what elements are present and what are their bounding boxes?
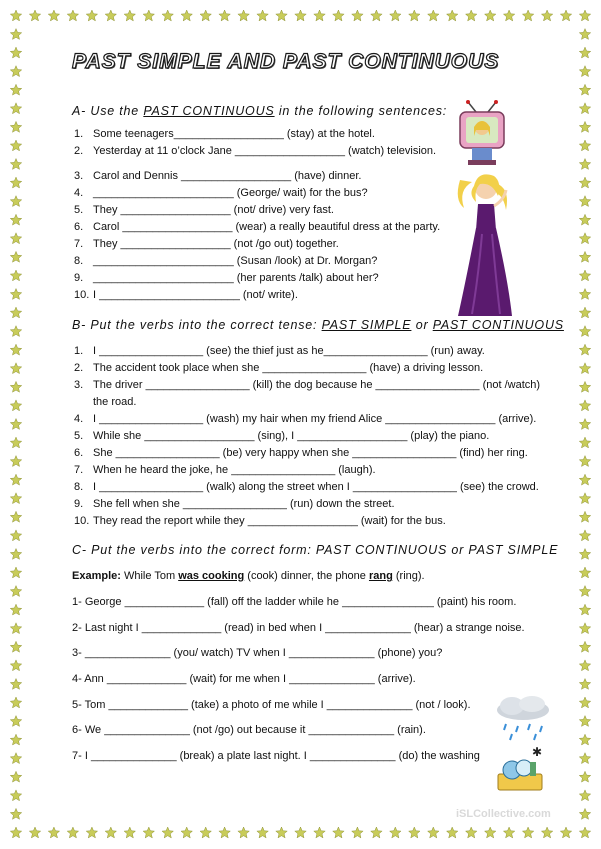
- border-star: [579, 586, 590, 597]
- border-star: [10, 196, 21, 207]
- border-star: [10, 604, 21, 615]
- b-item-10[interactable]: 10. They read the report while they __________________ (wait) for the bus.: [74, 515, 446, 527]
- b-item-8[interactable]: 8. I _________________ (walk) along the street when I _________________ (see) the crowd.: [74, 481, 539, 493]
- border-star: [333, 10, 344, 21]
- border-star: [579, 660, 590, 671]
- border-star: [10, 233, 21, 244]
- c-item-3[interactable]: 3- ______________ (you/ watch) TV when I ______________ (phone) you?: [72, 647, 443, 659]
- border-star: [219, 10, 230, 21]
- border-star: [10, 511, 21, 522]
- example-post: (ring).: [392, 570, 425, 582]
- border-star: [143, 10, 154, 21]
- section-a-heading: [72, 104, 447, 118]
- border-star: [10, 660, 21, 671]
- section-a-underlined: PAST CONTINUOUS: [143, 104, 275, 118]
- dish-washing-illustration: [492, 744, 548, 794]
- section-a-suffix: in the following sentences:: [274, 104, 448, 118]
- border-star: [10, 549, 21, 560]
- c-item-5[interactable]: 5- Tom _____________ (take) a photo of me while I ______________ (not / look).: [72, 699, 471, 711]
- border-star: [579, 511, 590, 522]
- border-star: [579, 753, 590, 764]
- border-star: [181, 827, 192, 838]
- border-star: [579, 326, 590, 337]
- border-star: [10, 734, 21, 745]
- border-star: [143, 827, 154, 838]
- section-b-u1: PAST SIMPLE: [321, 318, 412, 332]
- border-star: [579, 84, 590, 95]
- border-star: [10, 474, 21, 485]
- border-star: [579, 493, 590, 504]
- border-star: [579, 734, 590, 745]
- border-star: [579, 567, 590, 578]
- border-star: [579, 641, 590, 652]
- c-item-2[interactable]: 2- Last night I _____________ (read) in bed when I ______________ (hear) a strange noise.: [72, 622, 525, 634]
- a-item-4[interactable]: 4. _______________________ (George/ wait) for the bus?: [74, 187, 368, 199]
- a-item-9[interactable]: 9. _______________________ (her parents /talk) about her?: [74, 272, 379, 284]
- border-star: [238, 827, 249, 838]
- border-star: [124, 827, 135, 838]
- border-star: [579, 549, 590, 560]
- border-star: [579, 233, 590, 244]
- border-star: [579, 270, 590, 281]
- b-item-3[interactable]: 3. The driver _________________ (kill) the dog because he _________________ (not /watch): [74, 379, 541, 391]
- border-star: [371, 827, 382, 838]
- border-star: [579, 196, 590, 207]
- border-star: [579, 771, 590, 782]
- border-star: [10, 567, 21, 578]
- border-star: [579, 530, 590, 541]
- border-star: [541, 10, 552, 21]
- border-star: [579, 419, 590, 430]
- border-star: [86, 827, 97, 838]
- border-star: [522, 10, 533, 21]
- example-answer-2: rang: [368, 570, 393, 582]
- a-item-5[interactable]: 5. They __________________ (not/ drive) very fast.: [74, 204, 334, 216]
- c-item-1[interactable]: 1- George _____________ (fall) off the ladder while he _______________ (paint) his room.: [72, 596, 517, 608]
- border-star: [10, 493, 21, 504]
- a-item-7[interactable]: 7. They __________________ (not /go out) together.: [74, 238, 339, 250]
- border-star: [579, 716, 590, 727]
- watermark: iSLCollective.com: [456, 808, 551, 820]
- b-item-2[interactable]: 2. The accident took place when she _________________ (have) a driving lesson.: [74, 362, 484, 374]
- dress-girl-illustration: [452, 170, 516, 320]
- b-item-4[interactable]: 4. I _________________ (wash) my hair when my friend Alice __________________ (arrive).: [74, 413, 537, 425]
- border-star: [86, 10, 97, 21]
- border-star: [390, 10, 401, 21]
- border-star: [390, 827, 401, 838]
- border-star: [579, 140, 590, 151]
- border-star: [314, 10, 325, 21]
- section-a-prefix: A- Use the: [72, 104, 144, 118]
- border-star: [10, 623, 21, 634]
- border-star: [10, 790, 21, 801]
- c-item-7[interactable]: 7- I ______________ (break) a plate last night. I ______________ (do) the washing: [72, 750, 480, 762]
- border-star: [10, 84, 21, 95]
- b-item-7[interactable]: 7. When he heard the joke, he _________________ (laugh).: [74, 464, 376, 476]
- border-star: [579, 344, 590, 355]
- border-star: [466, 10, 477, 21]
- a-item-8[interactable]: 8. _______________________ (Susan /look) at Dr. Morgan?: [74, 255, 378, 267]
- example-answer-1: was cooking: [178, 570, 245, 582]
- border-star: [579, 381, 590, 392]
- border-star: [10, 29, 21, 40]
- border-star: [10, 344, 21, 355]
- border-star: [579, 289, 590, 300]
- border-star: [10, 697, 21, 708]
- border-star: [10, 289, 21, 300]
- border-star: [579, 307, 590, 318]
- border-star: [503, 827, 514, 838]
- b-item-9[interactable]: 9. She fell when she _________________ (run) down the street.: [74, 498, 395, 510]
- border-star: [10, 771, 21, 782]
- worksheet: [44, 30, 564, 820]
- section-b-mid: or: [411, 318, 433, 332]
- border-star: [447, 10, 458, 21]
- border-star: [276, 827, 287, 838]
- border-star: [10, 103, 21, 114]
- border-star: [10, 827, 21, 838]
- tv-girl-illustration: [454, 100, 514, 166]
- c-item-4[interactable]: 4- Ann _____________ (wait) for me when I ______________ (arrive).: [72, 673, 416, 685]
- border-star: [579, 363, 590, 374]
- border-star: [10, 400, 21, 411]
- example-mid: (cook) dinner, the phone: [244, 570, 369, 582]
- border-star: [10, 214, 21, 225]
- b-item-3-continuation: the road.: [93, 396, 137, 408]
- border-star: [579, 159, 590, 170]
- border-star: [579, 121, 590, 132]
- border-star: [503, 10, 514, 21]
- border-star: [219, 827, 230, 838]
- border-star: [67, 10, 78, 21]
- border-star: [10, 326, 21, 337]
- border-star: [295, 10, 306, 21]
- border-star: [579, 177, 590, 188]
- border-star: [522, 827, 533, 838]
- border-star: [428, 10, 439, 21]
- border-star: [124, 10, 135, 21]
- border-star: [541, 827, 552, 838]
- border-star: [10, 641, 21, 652]
- border-star: [10, 270, 21, 281]
- border-star: [10, 159, 21, 170]
- a-item-10[interactable]: 10. I _______________________ (not/ write).: [74, 289, 298, 301]
- border-star: [10, 10, 21, 21]
- border-star: [67, 827, 78, 838]
- border-star: [579, 47, 590, 58]
- border-star: [314, 827, 325, 838]
- border-star: [579, 623, 590, 634]
- c-item-6[interactable]: 6- We ______________ (not /go) out because it ______________ (rain).: [72, 724, 426, 736]
- border-star: [295, 827, 306, 838]
- border-star: [333, 827, 344, 838]
- border-star: [10, 419, 21, 430]
- border-star: [10, 121, 21, 132]
- border-star: [579, 10, 590, 21]
- border-star: [579, 827, 590, 838]
- a-item-3[interactable]: 3. Carol and Dennis __________________ (have) dinner.: [74, 170, 362, 182]
- border-star: [10, 456, 21, 467]
- a-item-6[interactable]: 6. Carol __________________ (wear) a really beautiful dress at the party.: [74, 221, 441, 233]
- section-b-heading: [72, 318, 564, 332]
- border-star: [579, 29, 590, 40]
- border-star: [238, 10, 249, 21]
- border-star: [409, 10, 420, 21]
- a-item-2[interactable]: 2. Yesterday at 11 o’clock Jane __________________ (watch) television.: [74, 145, 437, 157]
- border-star: [10, 808, 21, 819]
- example-sentence: [72, 570, 425, 582]
- border-star: [579, 66, 590, 77]
- border-star: [579, 474, 590, 485]
- border-star: [10, 177, 21, 188]
- border-star: [48, 10, 59, 21]
- border-star: [200, 10, 211, 21]
- border-star: [10, 363, 21, 374]
- border-star: [10, 251, 21, 262]
- b-item-5[interactable]: 5. While she __________________ (sing), I __________________ (play) the piano.: [74, 430, 490, 442]
- border-star: [10, 381, 21, 392]
- border-star: [10, 66, 21, 77]
- section-b-u2: PAST CONTINUOUS: [432, 318, 564, 332]
- border-star: [162, 827, 173, 838]
- border-star: [10, 753, 21, 764]
- border-star: [466, 827, 477, 838]
- border-star: [10, 47, 21, 58]
- rain-cloud-illustration: [492, 696, 554, 742]
- border-star: [105, 10, 116, 21]
- page-title: PAST SIMPLE AND PAST CONTINUOUS: [72, 50, 500, 73]
- border-star: [10, 437, 21, 448]
- border-star: [48, 827, 59, 838]
- border-star: [105, 827, 116, 838]
- border-star: [10, 679, 21, 690]
- border-star: [409, 827, 420, 838]
- example-pre: While Tom: [120, 570, 179, 582]
- b-item-1[interactable]: 1. I _________________ (see) the thief just as he_________________ (run) away.: [74, 345, 485, 357]
- border-star: [579, 251, 590, 262]
- border-star: [579, 697, 590, 708]
- example-label: Example:: [72, 570, 121, 582]
- a-item-1[interactable]: 1. Some teenagers__________________ (stay) at the hotel.: [74, 128, 375, 140]
- border-star: [10, 140, 21, 151]
- border-star: [579, 679, 590, 690]
- border-star: [10, 307, 21, 318]
- border-star: [162, 10, 173, 21]
- border-star: [579, 400, 590, 411]
- border-star: [257, 10, 268, 21]
- border-star: [181, 10, 192, 21]
- border-star: [485, 827, 496, 838]
- border-star: [352, 827, 363, 838]
- border-star: [579, 214, 590, 225]
- border-star: [29, 827, 40, 838]
- border-star: [276, 10, 287, 21]
- b-item-6[interactable]: 6. She _________________ (be) very happy when she _________________ (find) her ring.: [74, 447, 528, 459]
- section-b-prefix: B- Put the verbs into the correct tense:: [72, 318, 322, 332]
- border-star: [428, 827, 439, 838]
- border-star: [579, 437, 590, 448]
- svg-text:✱: ✱: [532, 745, 543, 759]
- border-star: [560, 10, 571, 21]
- border-star: [579, 103, 590, 114]
- border-star: [29, 10, 40, 21]
- border-star: [447, 827, 458, 838]
- border-star: [10, 586, 21, 597]
- border-star: [371, 10, 382, 21]
- border-star: [257, 827, 268, 838]
- border-star: [352, 10, 363, 21]
- border-star: [10, 716, 21, 727]
- border-star: [579, 790, 590, 801]
- border-star: [579, 456, 590, 467]
- section-c-heading: C- Put the verbs into the correct form: PAST CONTINUOUS or PAST SIMPLE: [72, 543, 559, 557]
- border-star: [579, 604, 590, 615]
- border-star: [200, 827, 211, 838]
- border-star: [560, 827, 571, 838]
- border-star: [485, 10, 496, 21]
- border-star: [579, 808, 590, 819]
- border-star: [10, 530, 21, 541]
